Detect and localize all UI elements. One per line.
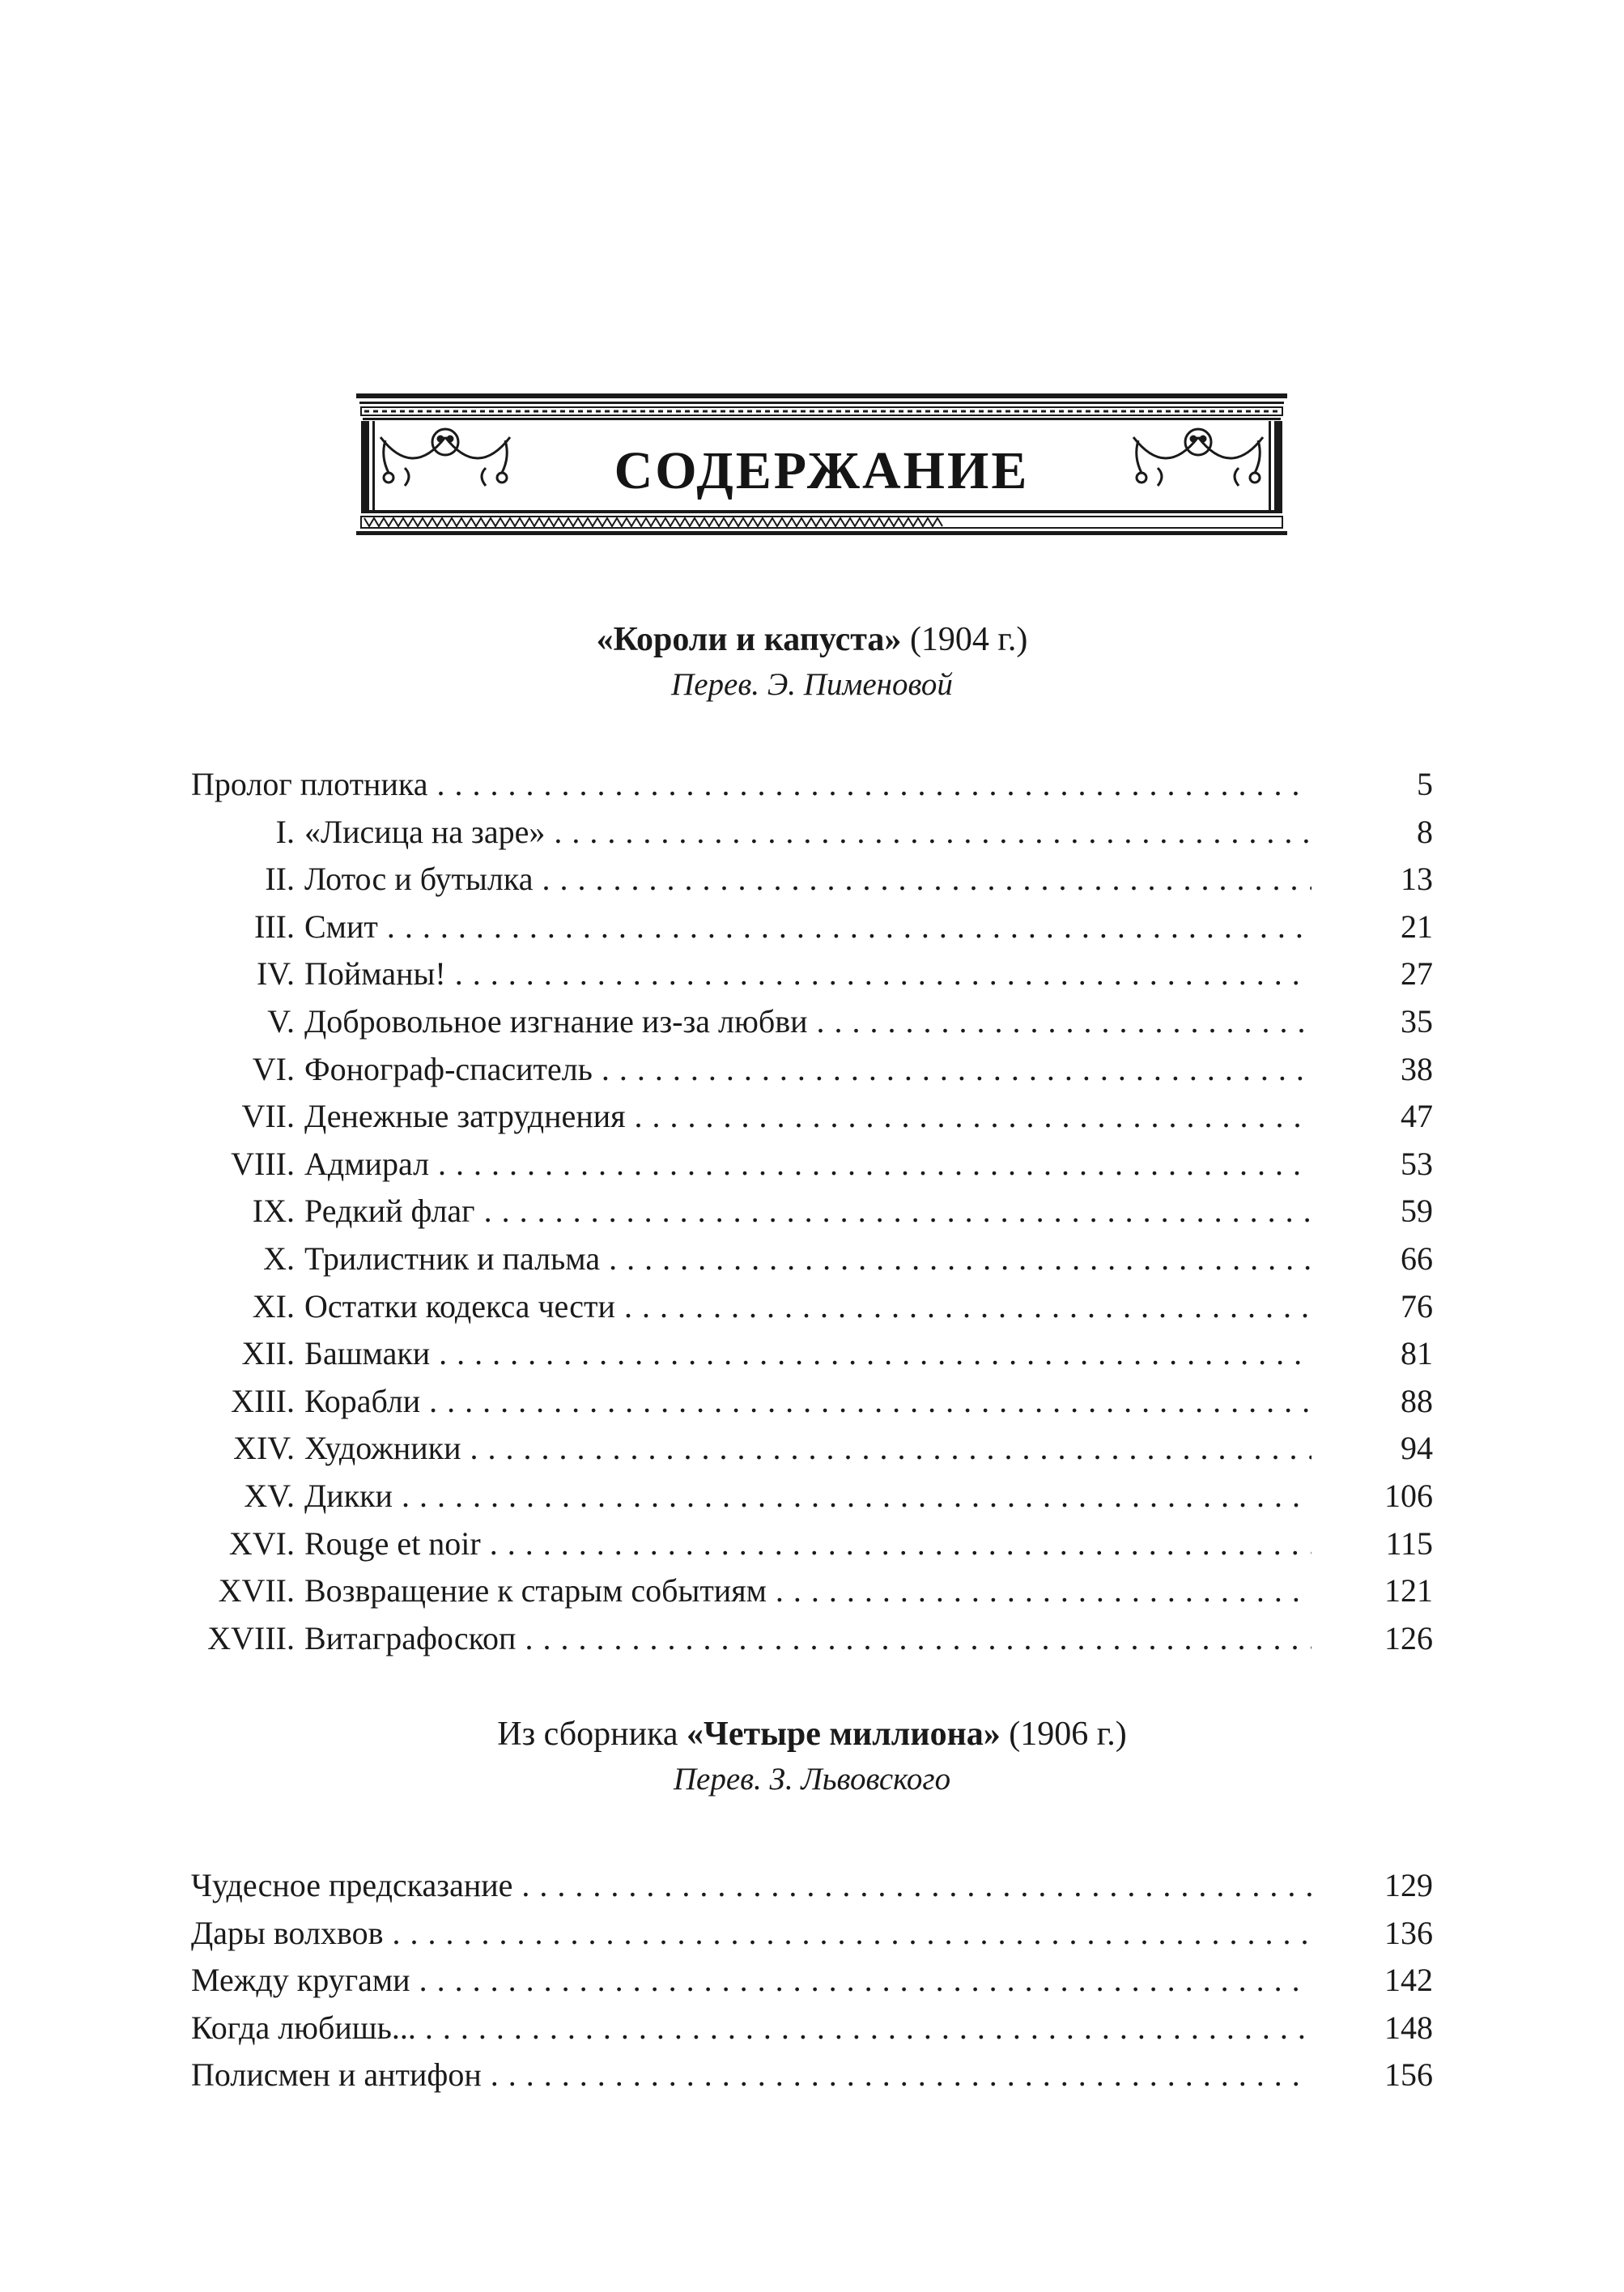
toc-entry (191, 1330, 1433, 1377)
toc-entry (191, 1093, 1433, 1140)
toc-entry (191, 856, 1433, 903)
toc-chapter-number: X. (263, 1240, 295, 1277)
toc-entry-title: Добровольное изгнание из-за любви . . . (304, 998, 1312, 1045)
toc-entry (191, 1425, 1433, 1472)
toc-entry-title: Редкий флаг . . . (304, 1188, 1312, 1235)
toc-chapter-number: XVIII. (207, 1619, 295, 1656)
toc-page-number: 88 (1401, 1382, 1433, 1419)
toc-page-number: 148 (1384, 2009, 1433, 2046)
toc-entry (191, 1378, 1433, 1425)
toc-page-number: 35 (1401, 1003, 1433, 1040)
toc-entry-title: Витаграфоскоп . . . (304, 1615, 1312, 1662)
toc-entry (191, 809, 1433, 856)
toc-chapter-number: IV. (256, 955, 295, 993)
toc-entry-title: Пролог плотника . . . (191, 761, 1312, 808)
toc-entry-title: Фонограф-спаситель . . . (304, 1046, 1312, 1093)
section-title: Из сборника «Четыре миллиона» (1906 г.) (497, 1716, 1127, 1753)
toc-page-number: 115 (1385, 1524, 1433, 1562)
section-translator: Перев. З. Львовского (673, 1762, 951, 1797)
toc-page-number: 47 (1401, 1098, 1433, 1135)
toc-chapter-number: IX. (252, 1193, 295, 1230)
toc-entry-title: Между кругами . . . (191, 1957, 1312, 2004)
toc-entry-title: Дикки . . . (304, 1473, 1312, 1520)
toc-page-number: 53 (1401, 1145, 1433, 1182)
toc-page-number: 5 (1417, 766, 1433, 802)
toc-page-number: 156 (1384, 2056, 1433, 2094)
toc-chapter-number: XIII. (231, 1382, 295, 1419)
toc-entry (191, 1615, 1433, 1662)
toc-entry (191, 904, 1433, 950)
toc-chapter-number: VIII. (231, 1145, 295, 1182)
toc-entry-title: Трилистник и пальма . . . (304, 1235, 1312, 1282)
toc-entry (191, 1473, 1433, 1520)
toc-entry-title: Когда любишь... . . . (191, 2005, 1312, 2052)
toc-entry-title: Полисмен и антифон . . . (191, 2052, 1312, 2099)
toc-entry-title: Художники . . . (304, 1425, 1312, 1472)
toc-chapter-number: V. (267, 1003, 295, 1040)
toc-page-number: 129 (1384, 1867, 1433, 1903)
toc-entry (191, 2005, 1433, 2052)
toc-entry (191, 1283, 1433, 1330)
toc-entry (191, 1910, 1433, 1957)
toc-entry-title: Остатки кодекса чести . . . (304, 1283, 1312, 1330)
page-title: СОДЕРЖАНИЕ (614, 441, 1030, 500)
toc-entry (191, 950, 1433, 997)
toc-chapter-number: XVII. (218, 1572, 295, 1610)
section-heading-four-million (0, 1712, 1624, 1802)
toc-entry (191, 998, 1433, 1045)
toc-page-number: 59 (1401, 1193, 1433, 1230)
toc-page-number: 27 (1401, 955, 1433, 993)
toc-chapter-number: XVI. (228, 1524, 295, 1562)
toc-entry (191, 1141, 1433, 1188)
toc-entry-title: Пойманы! . . . (304, 950, 1312, 997)
section-translator: Перев. Э. Пименовой (671, 667, 953, 702)
toc-page-number: 126 (1384, 1619, 1433, 1656)
toc-page-number: 94 (1401, 1430, 1433, 1467)
toc-entry-title: Денежные затруднения . . . (304, 1093, 1312, 1140)
toc-page-number: 21 (1401, 908, 1433, 945)
toc-entry-title: Смит . . . (304, 904, 1312, 950)
toc-entry (191, 761, 1433, 808)
toc-entry (191, 1188, 1433, 1235)
toc-chapter-number: XI. (252, 1287, 295, 1325)
toc-entry-title: Лотос и бутылка . . . (304, 856, 1312, 903)
toc-entry (191, 2052, 1433, 2099)
toc-page-number: 76 (1401, 1287, 1433, 1325)
section-title: «Короли и капуста» (1904 г.) (596, 621, 1028, 658)
toc-entry (191, 1957, 1433, 2004)
toc-page-number: 121 (1384, 1572, 1433, 1610)
toc-entry (191, 1520, 1433, 1567)
toc-entry-title: Rouge et noir . . . (304, 1520, 1312, 1567)
toc-entry (191, 1862, 1433, 1909)
toc-page-number: 81 (1401, 1335, 1433, 1372)
toc-chapter-number: XV. (244, 1478, 295, 1514)
toc-chapter-number: XIV. (233, 1430, 295, 1467)
toc-chapter-number: VI. (252, 1050, 295, 1087)
toc-page-number: 13 (1401, 861, 1433, 898)
toc-chapter-number: II. (265, 861, 295, 898)
toc-chapter-number: III. (254, 908, 295, 945)
toc-entry (191, 1235, 1433, 1282)
toc-entry-title: Адмирал . . . (304, 1141, 1312, 1188)
toc-chapter-number: XII. (241, 1335, 295, 1372)
toc-page-number: 136 (1384, 1914, 1433, 1951)
toc-chapter-number: I. (275, 813, 295, 850)
toc-entry (191, 1567, 1433, 1614)
toc-page-number: 142 (1384, 1962, 1433, 1999)
heading-banner (356, 390, 1287, 552)
toc-entry-title: Возвращение к старым событиям . . . (304, 1567, 1312, 1614)
toc-page-number: 106 (1384, 1478, 1433, 1514)
toc-entry-title: Дары волхвов . . . (191, 1910, 1312, 1957)
toc-page-number: 8 (1417, 813, 1433, 850)
toc-entry-title: Корабли . . . (304, 1378, 1312, 1425)
toc-page-number: 66 (1401, 1240, 1433, 1277)
toc-chapter-number: VII. (241, 1098, 295, 1135)
toc-page-number: 38 (1401, 1050, 1433, 1087)
toc-entry-title: Башмаки . . . (304, 1330, 1312, 1377)
toc-entry-title: «Лисица на заре» . . . (304, 809, 1312, 856)
toc-entry-title: Чудесное предсказание . . . (191, 1862, 1312, 1909)
toc-entry (191, 1046, 1433, 1093)
section-heading-kings-and-cabbages (0, 617, 1624, 708)
